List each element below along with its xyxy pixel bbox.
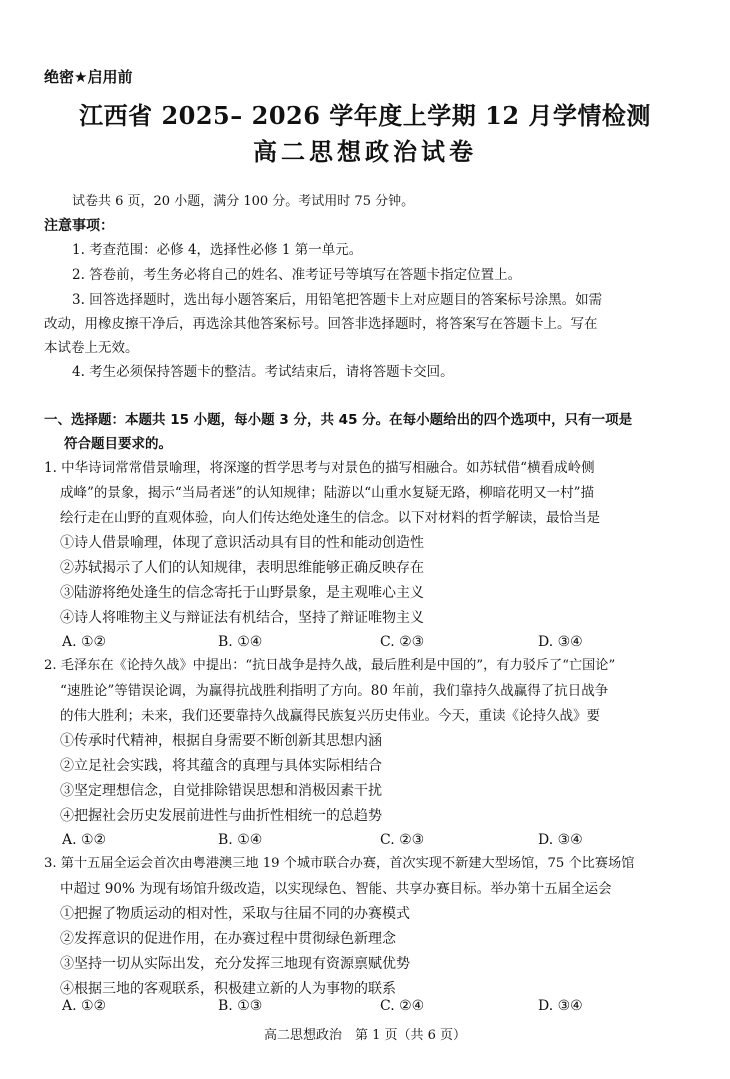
q2-statement-3: ③坚定理想信念，自觉排除错误思想和消极因素干扰: [60, 783, 382, 799]
note-item-3-line-2: 改动，用橡皮擦干净后，再选涂其他答案标号。回答非选择题时，将答案写在答题卡上。写在: [44, 316, 598, 332]
q2-stem-line-1: 2. 毛泽东在《论持久战》中提出：“抗日战争是持久战，最后胜利是中国的”，有力驳斥了“亡国论”: [44, 658, 616, 673]
q1-option-d: D. ③④: [538, 634, 583, 650]
q3-option-a: A. ①②: [62, 998, 107, 1014]
q1-statement-4: ④诗人将唯物主义与辩证法有机结合，坚持了辩证唯物主义: [60, 610, 424, 626]
q1-statement-1: ①诗人借景喻理，体现了意识活动具有目的性和能动创造性: [60, 535, 424, 551]
note-item-1: 1. 考查范围：必修 4，选择性必修 1 第一单元。: [72, 242, 363, 258]
q2-statement-4: ④把握社会历史发展前进性与曲折性相统一的总趋势: [60, 808, 382, 824]
q1-stem-line-2: 成峰”的景象，揭示“当局者迷”的认知规律；陆游以“山重水复疑无路，柳暗花明又一村”描: [60, 485, 595, 501]
confidential-label: 绝密★启用前: [44, 68, 133, 86]
q3-statement-4: ④根据三地的客观联系，积极建立新的人为事物的联系: [60, 981, 396, 997]
q2-option-d: D. ③④: [538, 832, 583, 848]
note-item-4: 4. 考生必须保持答题卡的整洁。考试结束后，请将答题卡交回。: [72, 364, 454, 380]
q2-stem-line-2: “速胜论”等错误论调，为赢得抗战胜利指明了方向。80 年前，我们靠持久战赢得了抗日战争: [60, 683, 609, 699]
note-item-3-line-1: 3. 回答选择题时，选出每小题答案后，用铅笔把答题卡上对应题目的答案标号涂黑。如需: [72, 292, 603, 308]
q2-option-c: C. ②③: [380, 832, 425, 848]
section-heading: 一、选择题：本题共 15 小题，每小题 3 分，共 45 分。在每小题给出的四个选项中，只有一项是: [44, 412, 633, 428]
exam-title: 江西省 2025– 2026 学年度上学期 12 月学情检测: [79, 101, 651, 130]
q2-stem-line-3: 的伟大胜利；未来，我们还要靠持久战赢得民族复兴历史伟业。今天，重读《论持久战》要: [60, 708, 600, 724]
q1-statement-2: ②苏轼揭示了人们的认知规律，表明思维能够正确反映存在: [60, 560, 424, 576]
q3-stem-line-1: 3. 第十五届全运会首次由粤港澳三地 19 个城市联合办赛，首次实现不新建大型场馆，75 个比赛场馆: [44, 856, 635, 871]
note-item-3-line-3: 本试卷上无效。: [44, 340, 139, 356]
q1-option-c: C. ②③: [380, 634, 425, 650]
note-item-2: 2. 答卷前，考生务必将自己的姓名、准考证号等填写在答题卡指定位置上。: [72, 267, 522, 283]
page-footer: 高二思想政治 第 1 页（共 6 页）: [263, 1028, 467, 1043]
q2-statement-1: ①传承时代精神，根据自身需要不断创新其思想内涵: [60, 733, 382, 749]
q3-stem-line-2: 中超过 90% 为现有场馆升级改造，以实现绿色、智能、共享办赛目标。举办第十五届全运会: [60, 881, 612, 897]
q3-option-b: B. ①③: [218, 998, 263, 1014]
exam-subtitle: 高二思想政治试卷: [253, 138, 477, 166]
section-heading-cont: 符合题目要求的。: [64, 436, 172, 452]
exam-intro: 试卷共 6 页，20 小题，满分 100 分。考试用时 75 分钟。: [72, 194, 415, 209]
q2-option-a: A. ①②: [62, 832, 107, 848]
q1-statement-3: ③陆游将绝处逢生的信念寄托于山野景象，是主观唯心主义: [60, 585, 424, 601]
q1-stem-line-3: 绘行走在山野的直观体验，向人们传达绝处逢生的信念。以下对材料的哲学解读，最恰当是: [60, 510, 600, 526]
q1-option-a: A. ①②: [62, 634, 107, 650]
q3-option-c: C. ②④: [380, 998, 425, 1014]
q3-statement-2: ②发挥意识的促进作用，在办赛过程中贯彻绿色新理念: [60, 931, 396, 947]
notes-heading: 注意事项：: [44, 218, 114, 234]
q3-statement-3: ③坚持一切从实际出发，充分发挥三地现有资源禀赋优势: [60, 956, 410, 972]
q2-option-b: B. ①④: [218, 832, 263, 848]
q3-statement-1: ①把握了物质运动的相对性，采取与往届不同的办赛模式: [60, 906, 410, 922]
q2-statement-2: ②立足社会实践，将其蕴含的真理与具体实际相结合: [60, 758, 382, 774]
q1-stem-line-1: 1. 中华诗词常常借景喻理，将深邃的哲学思考与对景色的描写相融合。如苏轼借“横看成岭侧: [44, 460, 595, 476]
q3-option-d: D. ③④: [538, 998, 583, 1014]
q1-option-b: B. ①④: [218, 634, 263, 650]
